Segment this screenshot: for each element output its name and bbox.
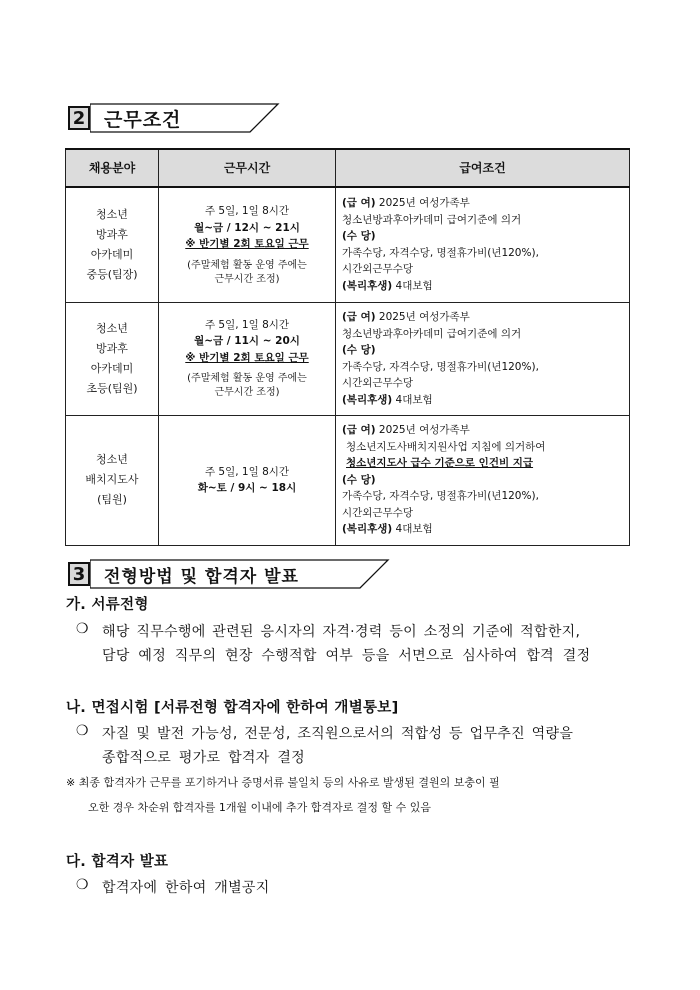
pay-line: 2025년 여성가족부 xyxy=(375,424,470,437)
pay-line: 2025년 여성가족부 xyxy=(375,311,470,323)
allowance-line: 가족수당, 자격수당, 명절휴가비(년120%), xyxy=(342,360,539,373)
time-cell xyxy=(159,302,336,415)
welfare-label: (복리후생) xyxy=(342,393,393,406)
pay-line: 청소년지도사배치지원사업 지침에 의거하여 xyxy=(346,440,546,453)
note-line: ※ 최종 합격자가 근무를 포기하거나 증명서류 불일치 등의 사유로 발생된 결원의 보충이 필 xyxy=(66,776,500,789)
time-hours: 화~토 / 9시 ~ 18시 xyxy=(197,482,297,494)
time-saturday-note: ※ 반기별 2회 토요일 근무 xyxy=(185,351,309,364)
section-title: 전형방법 및 합격자 발표 xyxy=(104,566,299,587)
field-line: 청소년 xyxy=(96,207,128,221)
allowance-line: 가족수당, 자격수당, 명절휴가비(년120%), xyxy=(342,246,539,259)
time-hours: 월~금 / 11시 ~ 20시 xyxy=(194,335,300,348)
time-days: 주 5일, 1일 8시간 xyxy=(204,318,290,331)
allowance-label: (수 당) xyxy=(342,344,376,356)
time-days: 주 5일, 1일 8시간 xyxy=(204,205,290,217)
pay-label: (급 여) xyxy=(342,197,376,210)
welfare-value: 4대보험 xyxy=(392,279,433,292)
paragraph-line: 합격자에 한하여 개별공지 xyxy=(102,880,270,896)
field-cell xyxy=(66,187,159,302)
paragraph-line: 종합적으로 평가로 합격자 결정 xyxy=(102,750,305,766)
welfare-value: 4대보험 xyxy=(392,393,433,406)
paragraph-line: 담당 예정 직무의 현장 수행적합 여부 등을 서면으로 심사하여 합격 결정 xyxy=(102,648,591,664)
field-line: 방과후 xyxy=(96,341,128,355)
table-header-row xyxy=(66,149,630,187)
section-title: 근무조건 xyxy=(104,108,182,131)
header-field: 채용분야 xyxy=(66,149,159,187)
field-line: 아카데미 xyxy=(90,361,134,375)
pay-cell xyxy=(336,302,630,415)
welfare-label: (복리후생) xyxy=(342,279,393,292)
work-conditions-table xyxy=(65,148,630,546)
time-saturday-note: ※ 반기별 2회 토요일 근무 xyxy=(185,238,309,250)
note-line: 오한 경우 차순위 합격자를 1개월 이내에 추가 합격자로 결정 할 수 있음 xyxy=(88,801,431,814)
allowance-label: (수 당) xyxy=(342,230,376,243)
paragraph-line: 해당 직무수행에 관련된 응시자의 자격·경력 등이 소정의 기준에 적합한지, xyxy=(102,624,581,640)
header-time: 근무시간 xyxy=(159,149,336,187)
time-weekend-note: (주말체험 활동 운영 주에는 xyxy=(187,259,307,271)
allowance-line: 가족수당, 자격수당, 명절휴가비(년120%), xyxy=(342,490,539,503)
table-row xyxy=(66,415,630,545)
time-days: 주 5일, 1일 8시간 xyxy=(204,465,290,478)
field-line: 초등(팀원) xyxy=(86,381,138,395)
section-title-box xyxy=(90,559,299,589)
field-line: 청소년 xyxy=(96,453,128,466)
pay-line: 2025년 여성가족부 xyxy=(375,197,470,210)
pay-line-emphasis: 청소년지도사 급수 기준으로 인건비 지급 xyxy=(346,457,534,470)
bullet-icon: ❍ xyxy=(76,723,89,739)
pay-label: (급 여) xyxy=(342,424,376,437)
bullet-icon: ❍ xyxy=(76,621,89,637)
pay-line: 청소년방과후아카데미 급여기준에 의거 xyxy=(342,327,522,340)
field-line: 아카데미 xyxy=(90,247,134,261)
table-row xyxy=(66,187,630,302)
allowance-line: 시간외근무수당 xyxy=(342,506,414,519)
pay-line: 청소년방과후아카데미 급여기준에 의거 xyxy=(342,213,522,226)
section-title-box xyxy=(90,103,181,133)
field-line: 청소년 xyxy=(96,321,128,335)
allowance-line: 시간외근무수당 xyxy=(342,377,414,389)
section-2-header xyxy=(68,103,181,133)
pay-label: (급 여) xyxy=(342,311,376,323)
time-weekend-note: (주말체험 활동 운영 주에는 xyxy=(187,373,307,385)
welfare-value: 4대보험 xyxy=(392,523,433,536)
table-row xyxy=(66,302,630,415)
allowance-label: (수 당) xyxy=(342,473,376,486)
bullet-icon: ❍ xyxy=(76,877,89,893)
time-hours: 월~금 / 12시 ~ 21시 xyxy=(194,221,300,234)
section-3-header xyxy=(68,559,299,589)
field-cell xyxy=(66,415,159,545)
field-line: 중등(팀장) xyxy=(86,267,138,281)
subsection-heading-na: 나. 면접시험 [서류전형 합격자에 한하여 개별통보] xyxy=(66,700,399,716)
allowance-line: 시간외근무수당 xyxy=(342,263,414,276)
time-weekend-note-2: 근무시간 조정) xyxy=(214,273,280,285)
section-number: 2 xyxy=(68,106,90,130)
field-line: 방과후 xyxy=(96,227,128,241)
welfare-label: (복리후생) xyxy=(342,523,393,536)
section-number: 3 xyxy=(68,562,90,586)
subsection-heading-da: 다. 합격자 발표 xyxy=(66,854,169,870)
pay-cell xyxy=(336,415,630,545)
field-line: 배치지도사 xyxy=(85,473,139,486)
paragraph-line: 자질 및 발전 가능성, 전문성, 조직원으로서의 적합성 등 업무추진 역량을 xyxy=(102,726,574,742)
time-cell xyxy=(159,415,336,545)
field-line: (팀원) xyxy=(97,493,127,506)
subsection-heading-ga: 가. 서류전형 xyxy=(66,597,149,613)
time-weekend-note-2: 근무시간 조정) xyxy=(214,387,280,399)
pay-cell xyxy=(336,187,630,302)
field-cell xyxy=(66,302,159,415)
time-cell xyxy=(159,187,336,302)
header-pay: 급여조건 xyxy=(336,149,630,187)
